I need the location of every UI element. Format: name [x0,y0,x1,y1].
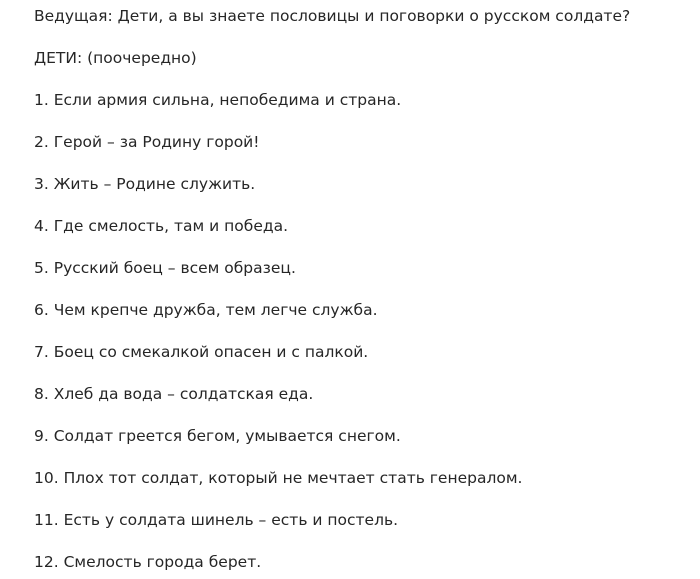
proverb-item: 11. Есть у солдата шинель – есть и постель. [34,511,399,529]
children-label: ДЕТИ: (поочередно) [34,49,197,67]
proverb-item: 3. Жить – Родине служить. [34,175,256,193]
proverb-item: 7. Боец со смекалкой опасен и с палкой. [34,343,369,361]
proverb-item: 9. Солдат греется бегом, умывается снегом. [34,427,401,445]
proverb-item: 4. Где смелость, там и победа. [34,217,289,235]
proverb-item: 2. Герой – за Родину горой! [34,133,260,151]
proverb-item: 5. Русский боец – всем образец. [34,259,296,277]
proverb-item: 12. Смелость города берет. [34,553,262,571]
proverb-item: 8. Хлеб да вода – солдатская еда. [34,385,314,403]
proverb-item: 1. Если армия сильна, непобедима и страна. [34,91,402,109]
proverb-item: 6. Чем крепче дружба, тем легче служба. [34,301,378,319]
proverb-item: 10. Плох тот солдат, который не мечтает стать генералом. [34,469,523,487]
intro-line: Ведущая: Дети, а вы знаете пословицы и поговорки о русском солдате? [34,7,631,25]
